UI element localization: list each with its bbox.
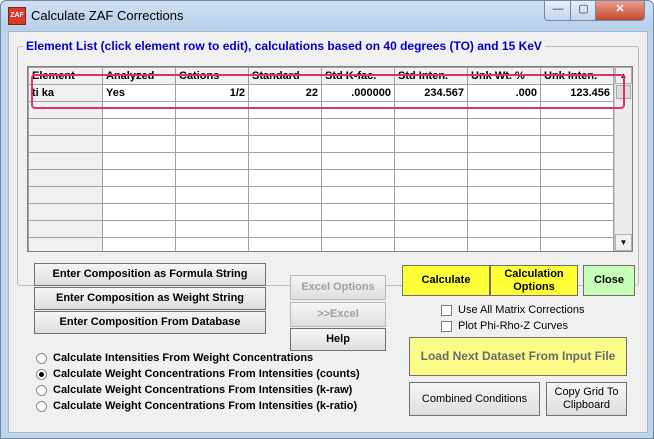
empty-cell[interactable]: [176, 204, 249, 221]
title-bar[interactable]: [1, 1, 653, 31]
empty-cell[interactable]: [541, 187, 614, 204]
empty-cell[interactable]: [395, 170, 468, 187]
help-button[interactable]: Help: [290, 328, 386, 351]
empty-cell[interactable]: [395, 187, 468, 204]
empty-cell[interactable]: [541, 119, 614, 136]
empty-cell[interactable]: [322, 238, 395, 253]
empty-cell[interactable]: [395, 204, 468, 221]
empty-cell[interactable]: [468, 136, 541, 153]
radio-dot[interactable]: [36, 385, 47, 396]
close-window-button[interactable]: ✕: [595, 1, 645, 21]
empty-cell[interactable]: [103, 187, 176, 204]
col-header-std-kfac[interactable]: Std K-fac.: [322, 68, 395, 85]
empty-cell[interactable]: [322, 170, 395, 187]
empty-cell[interactable]: [103, 221, 176, 238]
maximize-button[interactable]: ▢: [570, 1, 597, 21]
table-row[interactable]: [29, 136, 614, 153]
empty-cell[interactable]: [468, 204, 541, 221]
empty-cell[interactable]: [541, 153, 614, 170]
radio-label: Calculate Weight Concentrations From Intensities (k-ratio): [53, 400, 358, 412]
empty-cell[interactable]: [249, 238, 322, 253]
element-list-legend: Element List (click element row to edit), calculations based on 40 degrees (TO) and 15 KeV: [23, 39, 545, 53]
empty-cell[interactable]: [322, 153, 395, 170]
cell-analyzed[interactable]: Yes: [103, 85, 176, 102]
empty-cell[interactable]: [322, 187, 395, 204]
table-row[interactable]: [29, 187, 614, 204]
radio-label: Calculate Weight Concentrations From Intensities (k-raw): [53, 384, 353, 396]
empty-cell[interactable]: [322, 204, 395, 221]
radio-weight-from-kraw[interactable]: [36, 384, 352, 396]
col-header-cations[interactable]: Cations: [176, 68, 249, 85]
enter-formula-button[interactable]: Enter Composition as Formula String: [34, 263, 266, 286]
radio-dot[interactable]: [36, 369, 47, 380]
plot-phi-rho-z-checkbox[interactable]: [441, 320, 568, 332]
col-header-element[interactable]: Element: [29, 68, 103, 85]
empty-cell[interactable]: [541, 221, 614, 238]
empty-cell[interactable]: [322, 221, 395, 238]
empty-cell[interactable]: [249, 204, 322, 221]
cell-std-kfac[interactable]: .000000: [322, 85, 395, 102]
table-row[interactable]: [29, 153, 614, 170]
table-row[interactable]: [29, 238, 614, 253]
combined-conditions-button[interactable]: Combined Conditions: [409, 382, 540, 416]
empty-cell[interactable]: [176, 170, 249, 187]
empty-cell[interactable]: [322, 119, 395, 136]
empty-cell[interactable]: [249, 221, 322, 238]
copy-grid-button[interactable]: Copy Grid To Clipboard: [546, 382, 627, 416]
empty-cell[interactable]: [29, 221, 103, 238]
scroll-down-arrow-icon[interactable]: ▼: [615, 234, 632, 251]
empty-cell[interactable]: [541, 170, 614, 187]
table-row[interactable]: [29, 170, 614, 187]
empty-cell[interactable]: [176, 153, 249, 170]
window-title: Calculate ZAF Corrections: [31, 8, 184, 23]
excel-options-button[interactable]: Excel Options: [290, 275, 386, 300]
empty-cell[interactable]: [176, 238, 249, 253]
calculate-button[interactable]: Calculate: [402, 265, 490, 296]
cell-element[interactable]: ti ka: [29, 85, 103, 102]
checkbox-label: Plot Phi-Rho-Z Curves: [458, 320, 569, 332]
empty-cell[interactable]: [395, 221, 468, 238]
empty-cell[interactable]: [29, 204, 103, 221]
empty-cell[interactable]: [468, 238, 541, 253]
table-row[interactable]: [29, 221, 614, 238]
minimize-button[interactable]: —: [544, 1, 572, 21]
row-highlight-box: [31, 74, 625, 109]
cell-cations[interactable]: 1/2: [176, 85, 249, 102]
radio-intensities-from-weight[interactable]: [36, 352, 313, 364]
enter-database-button[interactable]: Enter Composition From Database: [34, 311, 266, 334]
empty-cell[interactable]: [29, 119, 103, 136]
calculation-options-button[interactable]: Calculation Options: [490, 265, 578, 296]
empty-cell[interactable]: [103, 170, 176, 187]
empty-cell[interactable]: [29, 238, 103, 253]
empty-cell[interactable]: [103, 136, 176, 153]
empty-cell[interactable]: [176, 119, 249, 136]
col-header-analyzed[interactable]: Analyzed: [103, 68, 176, 85]
empty-cell[interactable]: [395, 136, 468, 153]
empty-cell[interactable]: [249, 136, 322, 153]
empty-cell[interactable]: [29, 187, 103, 204]
col-header-standard[interactable]: Standard: [249, 68, 322, 85]
empty-cell[interactable]: [103, 238, 176, 253]
radio-dot[interactable]: [36, 353, 47, 364]
empty-cell[interactable]: [29, 153, 103, 170]
radio-label: Calculate Weight Concentrations From Intensities (counts): [53, 368, 360, 380]
table-row[interactable]: [29, 204, 614, 221]
empty-cell[interactable]: [249, 170, 322, 187]
empty-cell[interactable]: [176, 187, 249, 204]
empty-cell[interactable]: [468, 187, 541, 204]
cell-standard[interactable]: 22: [249, 85, 322, 102]
load-next-dataset-button[interactable]: Load Next Dataset From Input File: [409, 337, 627, 376]
empty-cell[interactable]: [322, 136, 395, 153]
cell-unk-inten[interactable]: 123.456: [541, 85, 614, 102]
empty-cell[interactable]: [103, 119, 176, 136]
empty-cell[interactable]: [468, 153, 541, 170]
to-excel-button[interactable]: >>Excel: [290, 302, 386, 327]
close-button[interactable]: Close: [583, 265, 635, 296]
empty-cell[interactable]: [468, 119, 541, 136]
col-header-std-inten[interactable]: Std Inten.: [395, 68, 468, 85]
empty-cell[interactable]: [395, 153, 468, 170]
checkbox-box[interactable]: [441, 321, 452, 332]
dialog-client-area: [8, 31, 648, 433]
scroll-up-arrow-icon[interactable]: ▲: [615, 67, 632, 84]
empty-cell[interactable]: [103, 153, 176, 170]
use-all-matrix-checkbox[interactable]: [441, 304, 585, 316]
checkbox-label: Use All Matrix Corrections: [458, 304, 585, 316]
empty-cell[interactable]: [541, 238, 614, 253]
empty-cell[interactable]: [395, 238, 468, 253]
empty-cell[interactable]: [103, 204, 176, 221]
empty-cell[interactable]: [176, 136, 249, 153]
checkbox-box[interactable]: [441, 305, 452, 316]
empty-cell[interactable]: [468, 221, 541, 238]
empty-cell[interactable]: [541, 204, 614, 221]
cell-unk-wt[interactable]: .000: [468, 85, 541, 102]
empty-cell[interactable]: [176, 221, 249, 238]
col-header-unk-inten[interactable]: Unk Inten.: [541, 68, 614, 85]
empty-cell[interactable]: [249, 153, 322, 170]
empty-cell[interactable]: [395, 119, 468, 136]
cell-std-inten[interactable]: 234.567: [395, 85, 468, 102]
empty-cell[interactable]: [29, 136, 103, 153]
col-header-unk-wt[interactable]: Unk Wt. %: [468, 68, 541, 85]
empty-cell[interactable]: [468, 170, 541, 187]
table-row[interactable]: [29, 119, 614, 136]
radio-dot[interactable]: [36, 401, 47, 412]
empty-cell[interactable]: [249, 119, 322, 136]
radio-weight-from-kratio[interactable]: [36, 400, 357, 412]
empty-cell[interactable]: [541, 136, 614, 153]
zaf-app-icon[interactable]: ZAF: [8, 7, 26, 25]
empty-cell[interactable]: [29, 170, 103, 187]
enter-weight-button[interactable]: Enter Composition as Weight String: [34, 287, 266, 310]
radio-weight-from-counts[interactable]: [36, 368, 360, 380]
empty-cell[interactable]: [249, 187, 322, 204]
radio-label: Calculate Intensities From Weight Concentrations: [53, 352, 314, 364]
